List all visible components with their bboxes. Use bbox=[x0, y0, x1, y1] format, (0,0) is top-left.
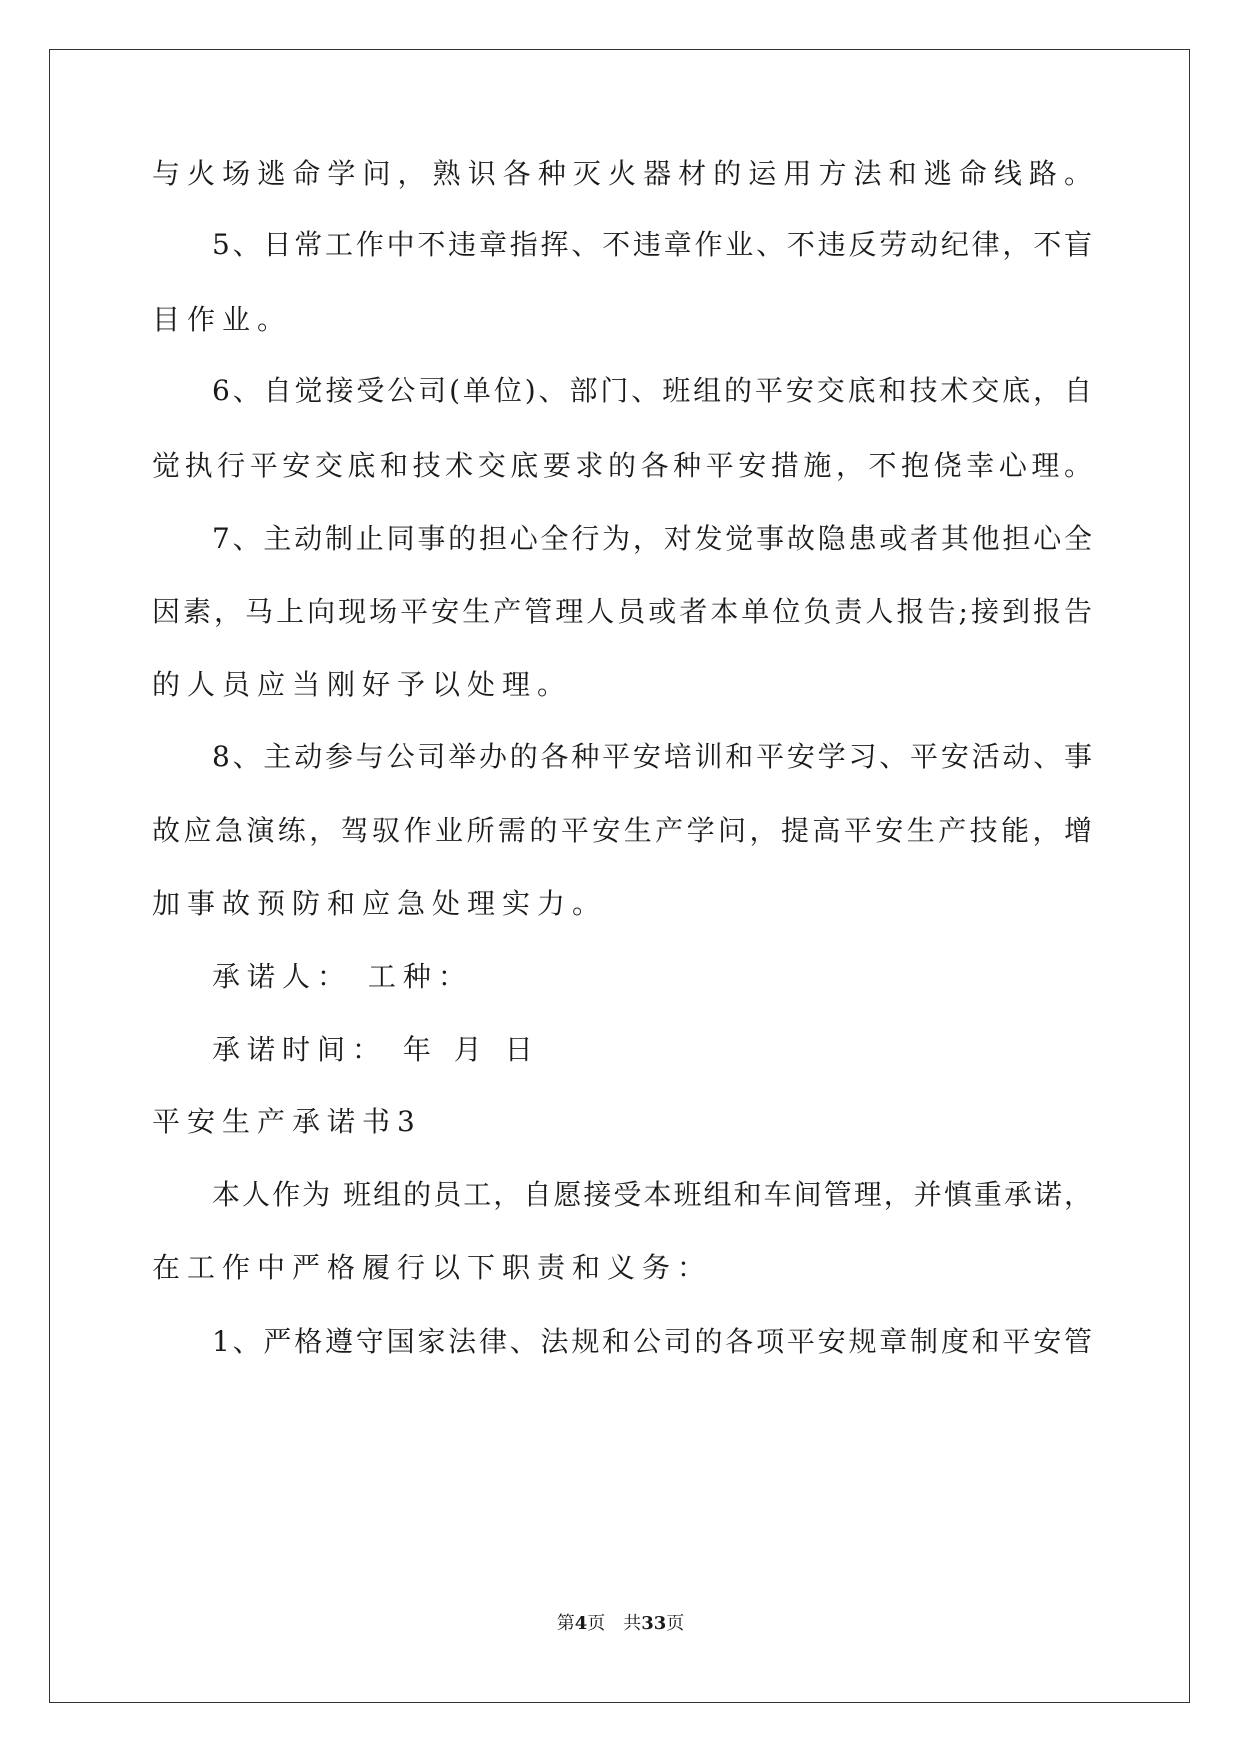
page-border bbox=[49, 49, 1190, 1703]
text-line-17: 1、严格遵守国家法律、法规和公司的各项平安规章制度和平安管 bbox=[212, 1325, 1092, 1358]
text-line-15: 本人作为 班组的员工，自愿接受本班组和车间管理，并慎重承诺， bbox=[212, 1178, 1092, 1211]
footer-prefix: 第 bbox=[556, 1613, 575, 1634]
text-line-5: 觉执行平安交底和技术交底要求的各种平安措施，不抱侥幸心理。 bbox=[152, 449, 1092, 482]
footer-total-prefix: 共 bbox=[623, 1613, 642, 1634]
text-line-7: 因素，马上向现场平安生产管理人员或者本单位负责人报告;接到报告 bbox=[152, 595, 1092, 628]
text-line-3: 目作业。 bbox=[152, 303, 293, 336]
text-line-6: 7、主动制止同事的担心全行为，对发觉事故隐患或者其他担心全 bbox=[212, 522, 1092, 555]
promise-date-line: 承诺时间： 年 月 日 bbox=[212, 1033, 540, 1066]
text-line-9: 8、主动参与公司举办的各种平安培训和平安学习、平安活动、事 bbox=[212, 740, 1092, 773]
text-line-10: 故应急演练，驾驭作业所需的平安生产学问，提高平安生产技能，增 bbox=[152, 814, 1092, 847]
text-line-16: 在工作中严格履行以下职责和义务： bbox=[152, 1251, 713, 1284]
text-line-1: 与火场逃命学问，熟识各种灭火器材的运用方法和逃命线路。 bbox=[152, 157, 1092, 190]
text-line-11: 加事故预防和应急处理实力。 bbox=[152, 887, 608, 920]
text-line-2: 5、日常工作中不违章指挥、不违章作业、不违反劳动纪律，不盲 bbox=[212, 228, 1092, 261]
footer-total-pages: 33 bbox=[641, 1613, 667, 1634]
section-heading: 平安生产承诺书3 bbox=[152, 1105, 422, 1138]
promisor-line: 承诺人： 工种： bbox=[212, 960, 473, 993]
text-line-8: 的人员应当刚好予以处理。 bbox=[152, 668, 573, 701]
footer-page-suffix: 页 bbox=[587, 1613, 606, 1634]
page-footer bbox=[0, 1612, 1241, 1636]
footer-total-suffix: 页 bbox=[666, 1613, 685, 1634]
footer-page-number: 4 bbox=[574, 1613, 588, 1634]
text-line-4: 6、自觉接受公司(单位)、部门、班组的平安交底和技术交底，自 bbox=[212, 374, 1092, 407]
